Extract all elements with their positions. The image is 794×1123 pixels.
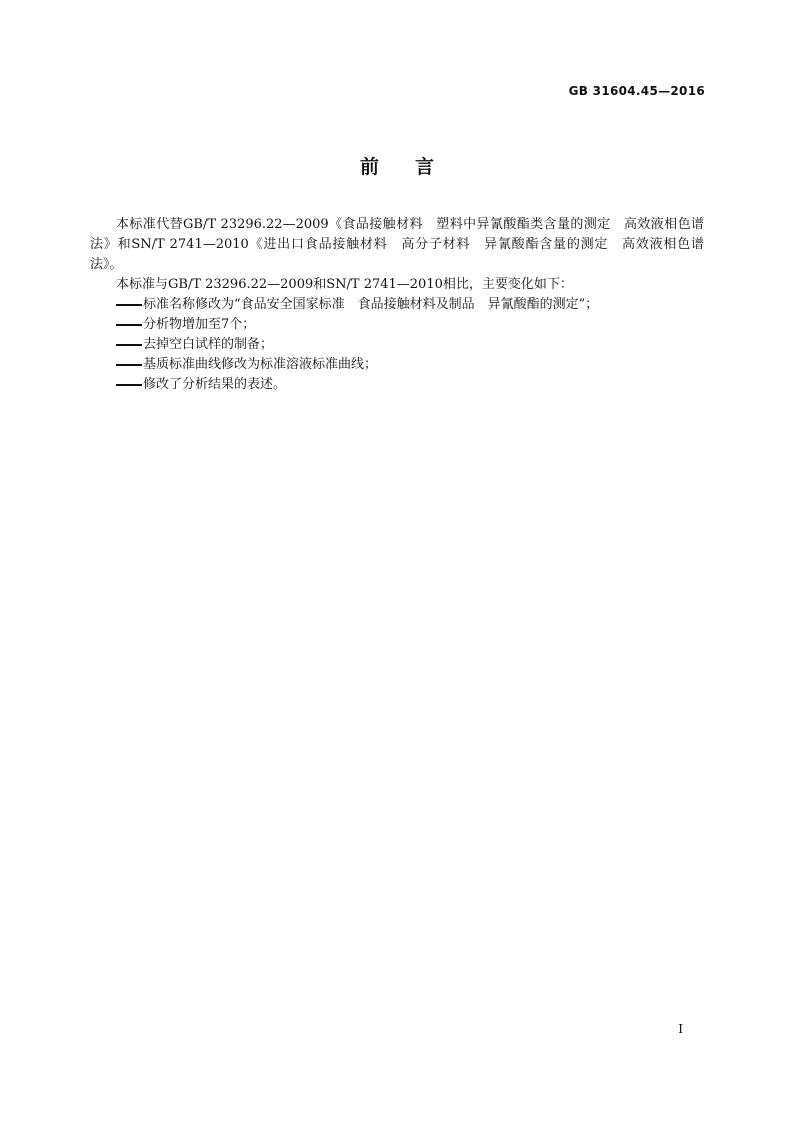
list-item-text: 分析物增加至7个； xyxy=(143,317,256,332)
list-item-text: 修改了分析结果的表述。 xyxy=(143,377,287,392)
list-item-text: 基质标准曲线修改为标准溶液标准曲线； xyxy=(143,357,378,372)
list-item-text: 去掉空白试样的制备； xyxy=(143,337,274,352)
change-list xyxy=(90,295,704,395)
page-number: I xyxy=(678,1022,683,1036)
paragraph-replacement: 本标准代替GB/T 23296.22—2009《食品接触材料 塑料中异氰酸酯类含量的测定 高效液相色谱法》和SN/T 2741—2010《进出口食品接触材料 高分子材料 异氰酸酯含量的测定 高效液相色谱法》。 xyxy=(90,217,704,272)
dash-icon xyxy=(116,304,142,306)
list-item-text: 标准名称修改为“食品安全国家标准 食品接触材料及制品 异氰酸酯的测定”； xyxy=(143,297,599,312)
list-item xyxy=(90,315,704,335)
list-item xyxy=(90,375,704,395)
list-item xyxy=(90,295,704,315)
dash-icon xyxy=(116,344,142,346)
dash-icon xyxy=(116,364,142,366)
list-item xyxy=(90,355,704,375)
section-title: 前言 xyxy=(359,156,470,178)
paragraph-changes-intro: 本标准与GB/T 23296.22—2009和SN/T 2741—2010相比，主要变化如下： xyxy=(116,277,573,292)
dash-icon xyxy=(116,384,142,386)
foreword-body xyxy=(90,215,704,395)
standard-number: GB 31604.45—2016 xyxy=(568,84,705,98)
list-item xyxy=(90,335,704,355)
dash-icon xyxy=(116,324,142,326)
